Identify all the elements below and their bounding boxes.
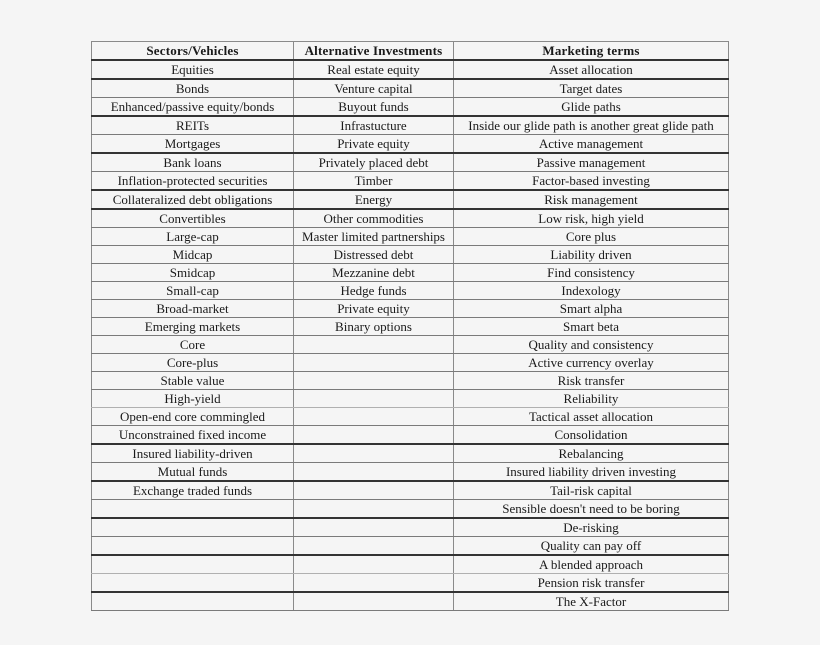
sector-vehicle-cell: Enhanced/passive equity/bonds	[92, 98, 294, 117]
sector-vehicle-cell: Insured liability-driven	[92, 444, 294, 463]
sector-vehicle-cell: Mortgages	[92, 135, 294, 154]
header-marketing-terms: Marketing terms	[454, 42, 729, 61]
marketing-term-cell: A blended approach	[454, 555, 729, 574]
alternative-investment-cell	[294, 463, 454, 482]
marketing-term-cell: The X-Factor	[454, 592, 729, 611]
alternative-investment-cell: Distressed debt	[294, 246, 454, 264]
sector-vehicle-cell	[92, 574, 294, 593]
marketing-term-cell: Pension risk transfer	[454, 574, 729, 593]
marketing-term-cell: Indexology	[454, 282, 729, 300]
marketing-term-cell: Factor-based investing	[454, 172, 729, 191]
table-row	[92, 60, 729, 79]
sector-vehicle-cell: Inflation-protected securities	[92, 172, 294, 191]
marketing-term-cell: Sensible doesn't need to be boring	[454, 500, 729, 519]
table-row	[92, 574, 729, 593]
sector-vehicle-cell: Exchange traded funds	[92, 481, 294, 500]
alternative-investment-cell: Other commodities	[294, 209, 454, 228]
alternative-investment-cell: Venture capital	[294, 79, 454, 98]
alternative-investment-cell: Hedge funds	[294, 282, 454, 300]
alternative-investment-cell: Energy	[294, 190, 454, 209]
marketing-term-cell: Liability driven	[454, 246, 729, 264]
marketing-term-cell: Consolidation	[454, 426, 729, 445]
table-row	[92, 228, 729, 246]
sector-vehicle-cell: Core-plus	[92, 354, 294, 372]
table-row	[92, 555, 729, 574]
alternative-investment-cell	[294, 500, 454, 519]
sector-vehicle-cell: Unconstrained fixed income	[92, 426, 294, 445]
table-row	[92, 372, 729, 390]
table-row	[92, 282, 729, 300]
table-row	[92, 79, 729, 98]
alternative-investment-cell: Real estate equity	[294, 60, 454, 79]
table-row	[92, 264, 729, 282]
alternative-investment-cell	[294, 408, 454, 426]
sector-vehicle-cell	[92, 518, 294, 537]
sector-vehicle-cell: Large-cap	[92, 228, 294, 246]
sector-vehicle-cell	[92, 537, 294, 556]
table-row	[92, 444, 729, 463]
marketing-term-cell: Glide paths	[454, 98, 729, 117]
marketing-term-cell: Insured liability driven investing	[454, 463, 729, 482]
table-row	[92, 463, 729, 482]
marketing-term-cell: Quality and consistency	[454, 336, 729, 354]
alternative-investment-cell	[294, 481, 454, 500]
alternative-investment-cell: Timber	[294, 172, 454, 191]
sector-vehicle-cell	[92, 500, 294, 519]
table-row	[92, 500, 729, 519]
alternative-investment-cell	[294, 518, 454, 537]
alternative-investment-cell: Binary options	[294, 318, 454, 336]
alternative-investment-cell: Private equity	[294, 135, 454, 154]
marketing-term-cell: Active currency overlay	[454, 354, 729, 372]
sector-vehicle-cell: Mutual funds	[92, 463, 294, 482]
table-row	[92, 153, 729, 172]
table-row	[92, 518, 729, 537]
sector-vehicle-cell: Stable value	[92, 372, 294, 390]
sector-vehicle-cell: REITs	[92, 116, 294, 135]
table-row	[92, 408, 729, 426]
sector-vehicle-cell: Collateralized debt obligations	[92, 190, 294, 209]
alternative-investment-cell	[294, 444, 454, 463]
marketing-term-cell: Reliability	[454, 390, 729, 408]
alternative-investment-cell	[294, 574, 454, 593]
marketing-term-cell: Core plus	[454, 228, 729, 246]
alternative-investment-cell	[294, 372, 454, 390]
marketing-term-cell: Active management	[454, 135, 729, 154]
alternative-investment-cell	[294, 390, 454, 408]
marketing-term-cell: Asset allocation	[454, 60, 729, 79]
table-row	[92, 116, 729, 135]
marketing-term-cell: Tactical asset allocation	[454, 408, 729, 426]
table-row	[92, 592, 729, 611]
sector-vehicle-cell: Convertibles	[92, 209, 294, 228]
table-row	[92, 190, 729, 209]
alternative-investment-cell: Privately placed debt	[294, 153, 454, 172]
marketing-term-cell: Tail-risk capital	[454, 481, 729, 500]
table-row	[92, 390, 729, 408]
table-row	[92, 336, 729, 354]
sector-vehicle-cell: Midcap	[92, 246, 294, 264]
alternative-investment-cell: Infrastucture	[294, 116, 454, 135]
marketing-term-cell: Rebalancing	[454, 444, 729, 463]
marketing-term-cell: Smart beta	[454, 318, 729, 336]
alternative-investment-cell	[294, 354, 454, 372]
sector-vehicle-cell: High-yield	[92, 390, 294, 408]
table-row	[92, 246, 729, 264]
sector-vehicle-cell: Broad-market	[92, 300, 294, 318]
table-row	[92, 354, 729, 372]
table-body	[92, 60, 729, 611]
sector-vehicle-cell: Small-cap	[92, 282, 294, 300]
marketing-term-cell: Quality can pay off	[454, 537, 729, 556]
alternative-investment-cell: Mezzanine debt	[294, 264, 454, 282]
marketing-term-cell: Inside our glide path is another great glide path	[454, 116, 729, 135]
table-row	[92, 300, 729, 318]
sector-vehicle-cell	[92, 592, 294, 611]
terms-table	[91, 41, 729, 611]
header-alternative-investments: Alternative Investments	[294, 42, 454, 61]
header-sectors-vehicles: Sectors/Vehicles	[92, 42, 294, 61]
alternative-investment-cell: Master limited partnerships	[294, 228, 454, 246]
marketing-term-cell: Find consistency	[454, 264, 729, 282]
table-row	[92, 481, 729, 500]
table-row	[92, 318, 729, 336]
sector-vehicle-cell: Smidcap	[92, 264, 294, 282]
sector-vehicle-cell	[92, 555, 294, 574]
table-row	[92, 98, 729, 117]
alternative-investment-cell: Buyout funds	[294, 98, 454, 117]
sector-vehicle-cell: Equities	[92, 60, 294, 79]
sector-vehicle-cell: Bonds	[92, 79, 294, 98]
alternative-investment-cell	[294, 537, 454, 556]
marketing-term-cell: Passive management	[454, 153, 729, 172]
alternative-investment-cell	[294, 426, 454, 445]
marketing-term-cell: Smart alpha	[454, 300, 729, 318]
alternative-investment-cell	[294, 336, 454, 354]
alternative-investment-cell: Private equity	[294, 300, 454, 318]
alternative-investment-cell	[294, 555, 454, 574]
table-row	[92, 209, 729, 228]
table-row	[92, 537, 729, 556]
table-row	[92, 172, 729, 191]
table-row	[92, 135, 729, 154]
sector-vehicle-cell: Bank loans	[92, 153, 294, 172]
marketing-term-cell: Risk transfer	[454, 372, 729, 390]
alternative-investment-cell	[294, 592, 454, 611]
sector-vehicle-cell: Core	[92, 336, 294, 354]
header-row	[92, 42, 729, 61]
marketing-term-cell: Low risk, high yield	[454, 209, 729, 228]
marketing-term-cell: De-risking	[454, 518, 729, 537]
sector-vehicle-cell: Open-end core commingled	[92, 408, 294, 426]
marketing-term-cell: Target dates	[454, 79, 729, 98]
sector-vehicle-cell: Emerging markets	[92, 318, 294, 336]
marketing-term-cell: Risk management	[454, 190, 729, 209]
table-row	[92, 426, 729, 445]
